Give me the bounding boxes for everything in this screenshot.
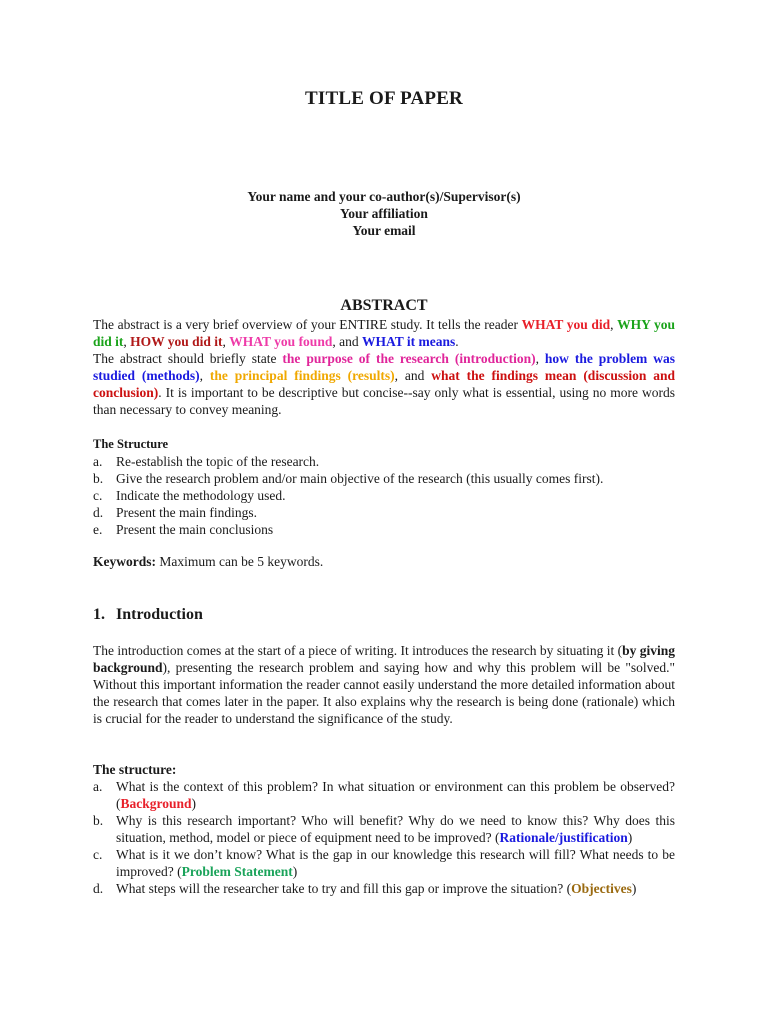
introduction-structure bbox=[93, 761, 675, 897]
list-marker: d. bbox=[93, 505, 104, 520]
list-item-text: Present the main findings. bbox=[116, 505, 257, 520]
list-item bbox=[93, 453, 683, 470]
highlight-what-it-means: WHAT it means bbox=[361, 334, 456, 349]
list-marker: c. bbox=[93, 488, 103, 503]
list-item-text: Give the research problem and/or main objective of the research (this usually comes first). bbox=[116, 471, 604, 486]
list-marker: a. bbox=[93, 779, 103, 794]
list-item-text: What steps will the researcher take to try and fill this gap or improve the situation? ( bbox=[116, 881, 572, 896]
separator: , bbox=[610, 317, 618, 332]
keywords-label: Keywords: bbox=[93, 554, 156, 569]
list-item bbox=[93, 521, 683, 538]
intro-bold-text: by giving background bbox=[93, 643, 675, 675]
author-affiliation: Your affiliation bbox=[340, 206, 428, 221]
list-item bbox=[93, 778, 675, 812]
highlight-what-you-did: WHAT you did bbox=[521, 317, 611, 332]
author-email: Your email bbox=[352, 223, 416, 238]
tag-rationale: Rationale/justification bbox=[499, 830, 628, 845]
intro-text: The introduction comes at the start of a piece of writing. It introduces the research by situating it ( bbox=[93, 643, 623, 658]
list-marker: b. bbox=[93, 813, 104, 828]
separator: , bbox=[123, 334, 131, 349]
list-item bbox=[93, 470, 683, 487]
list-item-end: ) bbox=[627, 830, 633, 845]
structure-list bbox=[93, 778, 675, 897]
highlight-what-you-found: WHAT you found bbox=[229, 334, 333, 349]
tag-problem-statement: Problem Statement bbox=[181, 864, 293, 879]
introduction-paragraph bbox=[93, 642, 675, 727]
list-item bbox=[93, 504, 683, 521]
structure-heading: The structure: bbox=[93, 762, 177, 777]
list-item bbox=[93, 880, 675, 897]
separator: . bbox=[455, 334, 459, 349]
separator: , bbox=[535, 351, 545, 366]
introduction-heading bbox=[93, 606, 203, 624]
abstract-paragraph-2 bbox=[93, 350, 675, 418]
list-item-end: ) bbox=[292, 864, 298, 879]
abstract-body bbox=[93, 316, 675, 418]
tag-background: Background bbox=[120, 796, 192, 811]
list-item-text: What is it we don’t know? What is the gap in our knowledge this research will fill? What needs to be improved? ( bbox=[116, 847, 675, 879]
section-title: Introduction bbox=[116, 606, 203, 623]
highlight-conclusion: what the findings mean (discussion and conclusion) bbox=[93, 368, 675, 400]
list-item-text: Present the main conclusions bbox=[116, 522, 274, 537]
list-marker: a. bbox=[93, 454, 103, 469]
structure-heading: The Structure bbox=[93, 437, 169, 451]
separator: , bbox=[222, 334, 230, 349]
highlight-findings: the principal findings (results) bbox=[209, 368, 395, 383]
list-marker: d. bbox=[93, 881, 104, 896]
author-block bbox=[0, 188, 768, 239]
abstract-heading: ABSTRACT bbox=[340, 297, 428, 314]
keywords-text: Maximum can be 5 keywords. bbox=[156, 554, 324, 569]
introduction-body bbox=[93, 642, 675, 727]
list-item-text: Indicate the methodology used. bbox=[116, 488, 286, 503]
keywords-line bbox=[93, 553, 683, 570]
separator: , and bbox=[394, 368, 432, 383]
separator: , and bbox=[332, 334, 362, 349]
list-item bbox=[93, 812, 675, 846]
list-marker: e. bbox=[93, 522, 103, 537]
tag-objectives: Objectives bbox=[571, 881, 632, 896]
list-item bbox=[93, 487, 683, 504]
highlight-how-you-did-it: HOW you did it bbox=[130, 334, 223, 349]
abstract-text: . It is important to be descriptive but concise--say only what is essential, using no more words than necessary to convey meaning. bbox=[93, 385, 675, 417]
abstract-structure bbox=[93, 436, 683, 538]
separator: , bbox=[199, 368, 210, 383]
abstract-text: The abstract should briefly state bbox=[93, 351, 283, 366]
section-number: 1. bbox=[93, 606, 105, 623]
author-names: Your name and your co-author(s)/Supervisor(s) bbox=[247, 189, 521, 204]
list-item-text: Re-establish the topic of the research. bbox=[116, 454, 320, 469]
list-marker: c. bbox=[93, 847, 103, 862]
structure-list bbox=[93, 453, 683, 538]
paper-title: TITLE OF PAPER bbox=[305, 88, 463, 109]
highlight-purpose: the purpose of the research (introduction) bbox=[282, 351, 536, 366]
intro-text: ), presenting the research problem and saying how and why this problem will be "solved." Without this important information the reader cannot easily understand the more detailed information about the research that comes later in the paper. It also explains why the research is being done (rationale) which is crucial for the reader to understand the significance of the study. bbox=[93, 660, 675, 726]
list-item-end: ) bbox=[631, 881, 637, 896]
abstract-text: The abstract is a very brief overview of your ENTIRE study. It tells the reader bbox=[93, 317, 522, 332]
highlight-methods: how the problem was studied (methods) bbox=[93, 351, 675, 383]
abstract-paragraph-1 bbox=[93, 316, 675, 350]
list-item-end: ) bbox=[191, 796, 197, 811]
list-item-text: What is the context of this problem? In what situation or environment can this problem be observed? ( bbox=[116, 779, 675, 811]
list-item bbox=[93, 846, 675, 880]
list-marker: b. bbox=[93, 471, 104, 486]
highlight-why-you-did-it: WHY you did it bbox=[93, 317, 675, 349]
list-item-text: Why is this research important? Who will benefit? Why do we need to know this? Why does this situation, method, model or piece of equipment need to be improved? ( bbox=[116, 813, 675, 845]
